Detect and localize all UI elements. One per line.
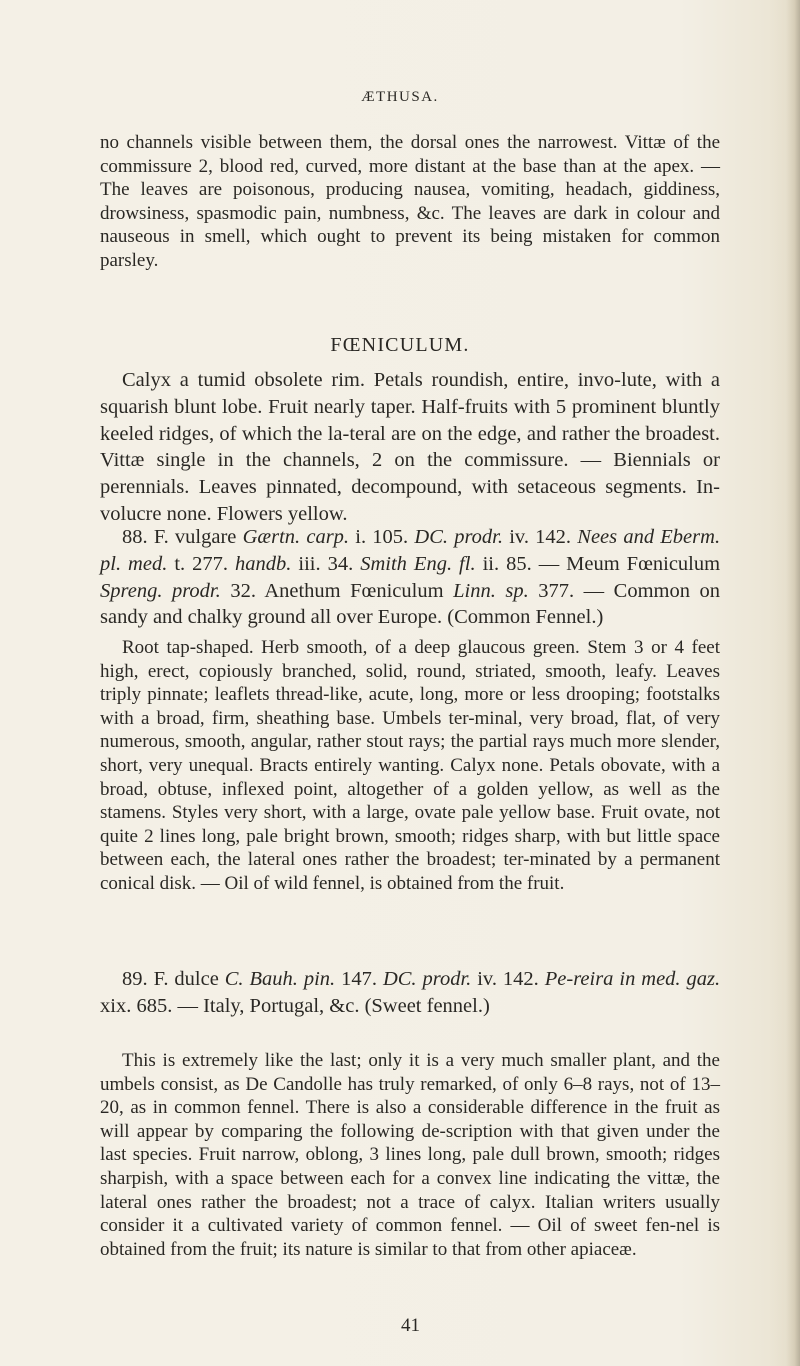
citation-ref: handb. — [235, 552, 292, 575]
citation-ref: Gærtn. carp. — [242, 526, 350, 548]
citation-text: xix. 685. — Italy, Portugal, &c. (Sweet fennel.) — [100, 994, 490, 1017]
species-name: F. vulgare — [153, 526, 237, 548]
citation-ref: Smith Eng. fl. — [360, 552, 476, 575]
citation-ref: Spreng. prodr. — [100, 579, 221, 602]
citation-text: 147. — [341, 968, 377, 990]
citation-ref: Nees and Eberm. pl. med. — [100, 526, 721, 575]
citation-text: t. 277. — [174, 552, 229, 575]
genus-heading: FŒNICULUM. — [330, 334, 470, 356]
citation-ref: DC. prodr. — [382, 968, 472, 990]
page-number: 41 — [401, 1315, 420, 1336]
citation-text: iv. 142. — [509, 526, 572, 548]
citation-ref: DC. prodr. — [414, 526, 504, 548]
species-name: F. dulce — [153, 968, 219, 990]
citation-ref: C. Bauh. pin. — [224, 968, 336, 990]
running-head: ÆTHUSA. — [361, 89, 439, 105]
paragraph-species-89-description: This is extremely like the last; only it is a very much smaller plant, and the umbels consist, as De Candolle has truly remarked, of only 6–8 rays, not of 13–20, as in common fennel. There is also a considerable difference in the fruit as will appear by comparing the following de-scription with that given under the last species. Fruit narrow, oblong, 3 lines long, pale dull brown, smooth; ridges sharpish, with a space between each for a convex line indicating the vittæ, the lateral ones rather the broadest; not a trace of calyx. Italian writers usually consider it a cultivated variety of common fennel. — Oil of sweet fen-nel is obtained from the fruit; its nature is similar to that from other apiaceæ. — [100, 1050, 720, 1260]
paragraph-aethusa-continuation: no channels visible between them, the dorsal ones the narrowest. Vittæ of the commissure 2, blood red, curved, more distant at the base than at the apex. — The leaves are poisonous, producing nausea, vomiting, headach, giddiness, drowsiness, spasmodic pain, numbness, &c. The leaves are dark in colour and nauseous in smell, which ought to prevent its being mistaken for common parsley. — [100, 132, 720, 271]
citation-ref: Pe-reira in med. gaz. — [544, 968, 721, 990]
page-edge-shadow — [786, 0, 800, 1366]
citation-text: iii. 34. — [298, 552, 354, 575]
species-number: 89. — [122, 968, 148, 990]
paragraph-species-88 — [100, 524, 720, 631]
citation-ref: Linn. sp. — [453, 579, 529, 602]
citation-text: 32. Anethum Fœniculum — [230, 579, 444, 602]
paragraph-species-88-description: Root tap-shaped. Herb smooth, of a deep glaucous green. Stem 3 or 4 feet high, erect, copiously branched, solid, round, striated, smooth, leafy. Leaves triply pinnate; leaflets thread-like, acute, long, more or less drooping; footstalks with a broad, firm, sheathing base. Umbels ter-minal, very broad, flat, of very numerous, smooth, angular, rather stout rays; the partial rays much more slender, short, very unequal. Bracts entirely wanting. Calyx none. Petals obovate, with a broad, obtuse, inflexed point, altogether of a golden yellow, as well as the stamens. Styles very short, with a large, ovate pale yellow base. Fruit ovate, not quite 2 lines long, pale bright brown, smooth; ridges sharp, with but little space between each, the lateral ones rather the broadest; ter-minated by a permanent conical disk. — Oil of wild fennel, is obtained from the fruit. — [100, 637, 720, 894]
species-number: 88. — [122, 526, 148, 548]
citation-text: ii. 85. — Meum Fœniculum — [482, 552, 721, 575]
citation-text: 377. — Common on sandy and chalky ground all over Europe. (Common Fennel.) — [100, 579, 721, 629]
paragraph-species-89 — [100, 966, 720, 1020]
paragraph-genus-description: Calyx a tumid obsolete rim. Petals roundish, entire, invo-lute, with a squarish blunt lobe. Fruit nearly taper. Half-fruits with 5 prominent bluntly keeled ridges, of which the la-teral are on the edge, and rather the broadest. Vittæ single in the channels, 2 on the commissure. — Biennials or perennials. Leaves pinnated, decompound, with setaceous segments. In-volucre none. Flowers yellow. — [100, 369, 720, 525]
citation-text: i. 105. — [355, 526, 409, 548]
citation-text: iv. 142. — [477, 968, 539, 990]
